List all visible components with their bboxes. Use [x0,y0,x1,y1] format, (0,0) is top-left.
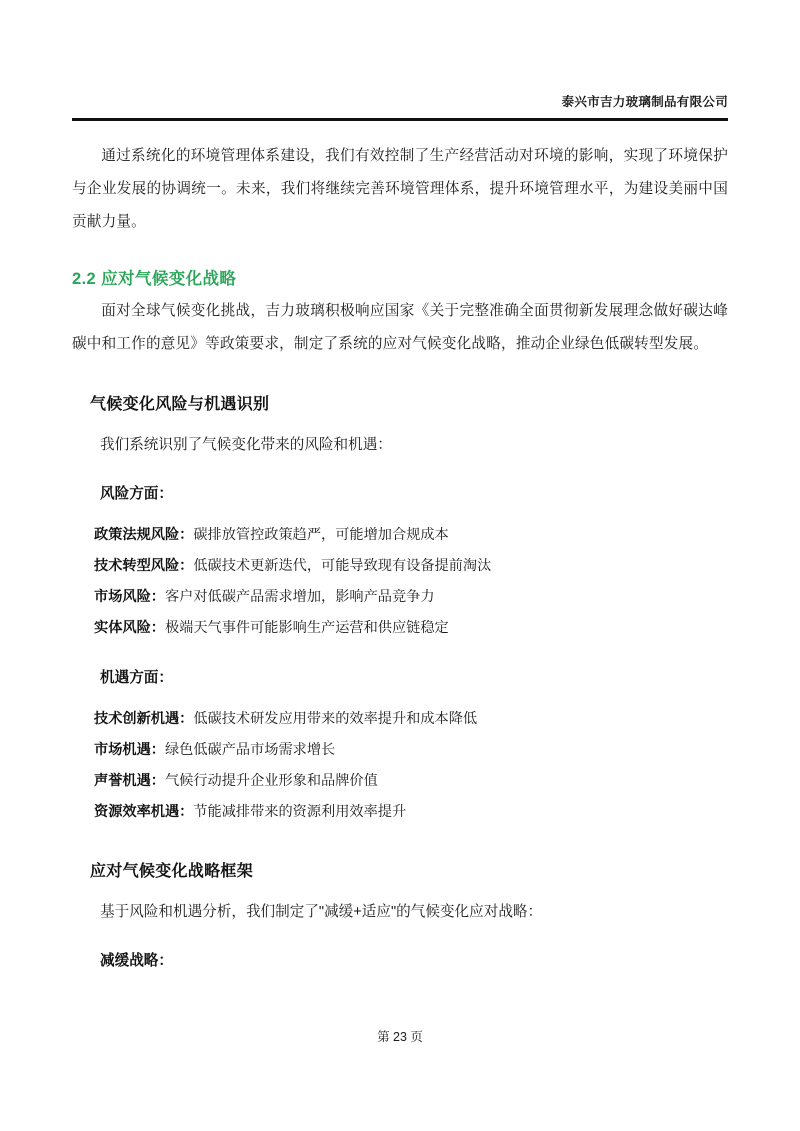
risk-opportunity-lead: 我们系统识别了气候变化带来的风险和机遇： [100,437,392,453]
list-item [94,613,728,644]
opportunity-desc: 节能减排带来的资源利用效率提升 [193,804,407,820]
section-paragraph: 面对全球气候变化挑战，吉力玻璃积极响应国家《关于完整准确全面贯彻新发展理念做好碳达峰碳中和工作的意见》等政策要求，制定了系统的应对气候变化战略，推动企业绿色低碳转型发展。 [72,303,728,352]
risk-desc: 客户对低碳产品需求增加，影响产品竞争力 [164,589,435,605]
risk-desc: 碳排放管控政策趋严，可能增加合规成本 [193,527,449,543]
intro-paragraph: 通过系统化的环境管理体系建设，我们有效控制了生产经营活动对环境的影响，实现了环境保护与企业发展的协调统一。未来，我们将继续完善环境管理体系，提升环境管理水平，为建设美丽中国贡献力量。 [72,148,728,230]
opportunity-term: 声誉机遇： [94,773,165,789]
risk-desc: 极端天气事件可能影响生产运营和供应链稳定 [164,620,449,636]
list-item [94,551,728,582]
subheading-strategy-framework: 应对气候变化战略框架 [90,863,254,880]
list-item [94,735,728,766]
list-item [94,797,728,828]
strategy-lead: 基于风险和机遇分析，我们制定了"减缓+适应"的气候变化应对战略： [100,904,543,920]
mitigation-strategy-label: 减缓战略： [100,953,173,969]
risk-term: 技术转型风险： [94,558,194,574]
opportunity-term: 市场机遇： [94,742,165,758]
risk-term: 实体风险： [94,620,165,636]
opportunity-desc: 低碳技术研发应用带来的效率提升和成本降低 [193,711,478,727]
opportunity-desc: 绿色低碳产品市场需求增长 [164,742,336,758]
subheading-climate-risk-opportunity: 气候变化风险与机遇识别 [90,396,270,413]
section-heading-2-2: 2.2 应对气候变化战略 [72,270,237,288]
document-body [72,140,728,975]
risk-term: 政策法规风险： [94,527,194,543]
list-item [94,520,728,551]
opportunity-term: 资源效率机遇： [94,804,194,820]
page-content-area [72,0,728,1131]
page-number: 第 23 页 [377,1030,423,1044]
list-item [94,582,728,613]
risk-desc: 低碳技术更新迭代，可能导致现有设备提前淘汰 [193,558,492,574]
opportunity-list [72,704,728,828]
header-divider [72,118,728,121]
page-footer [72,1027,728,1045]
list-item [94,704,728,735]
header-company-name: 泰兴市吉力玻璃制品有限公司 [561,95,728,109]
opportunity-label: 机遇方面： [100,670,173,686]
opportunity-desc: 气候行动提升企业形象和品牌价值 [164,773,378,789]
risk-term: 市场风险： [94,589,165,605]
list-item [94,766,728,797]
risk-list [72,520,728,644]
opportunity-term: 技术创新机遇： [94,711,194,727]
document-header [72,92,728,111]
risk-label: 风险方面： [100,486,173,502]
